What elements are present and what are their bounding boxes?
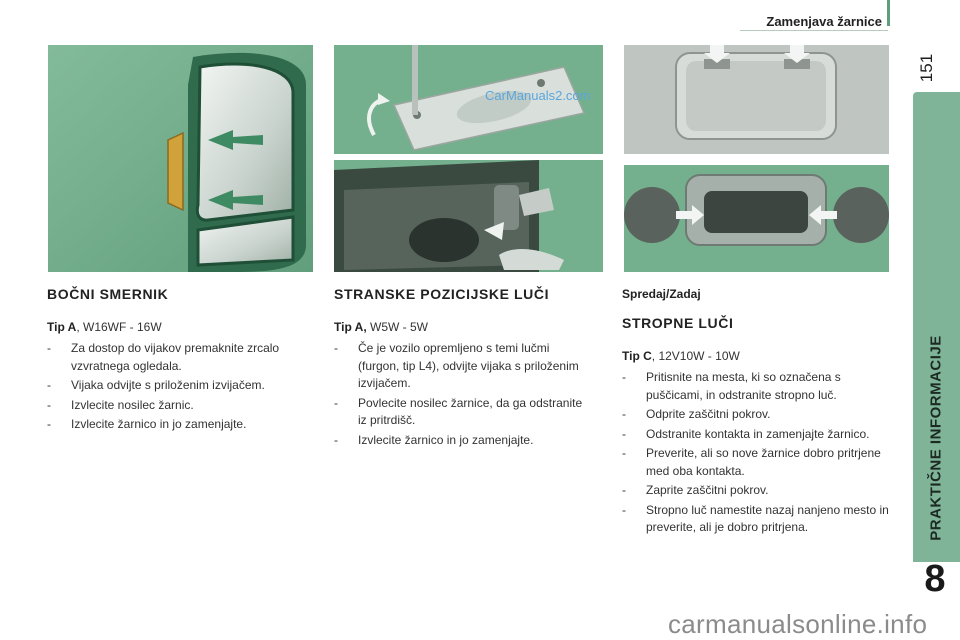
list-item: - Pritisnite na mesta, ki so označena s puščicami, in odstranite stropno luč. bbox=[622, 369, 892, 404]
list-item: - Izvlecite žarnico in jo zamenjajte. bbox=[334, 432, 589, 450]
header-divider bbox=[887, 0, 890, 26]
footer-watermark: carmanualsonline.info bbox=[668, 609, 928, 639]
list-item: - Odstranite kontakta in zamenjajte žarnico. bbox=[622, 426, 892, 444]
list-item: - Za dostop do vijakov premaknite zrcalo vzvratnega ogledala. bbox=[47, 340, 302, 375]
bulb-type-label: Tip A bbox=[47, 320, 77, 334]
ceiling-light-illustration bbox=[624, 45, 889, 154]
section-title: BOČNI SMERNIK bbox=[47, 286, 169, 302]
list-item: - Izvlecite nosilec žarnic. bbox=[47, 397, 302, 415]
steps-list bbox=[47, 340, 302, 434]
header-rule bbox=[740, 30, 888, 31]
list-item: - Povlecite nosilec žarnice, da ga odstranite iz pritrdišč. bbox=[334, 395, 589, 430]
page-number: 151 bbox=[917, 53, 936, 83]
section-side-indicator bbox=[47, 286, 302, 436]
bulb-type-label: Tip A, bbox=[334, 320, 367, 334]
list-item: - Zaprite zaščitni pokrov. bbox=[622, 482, 892, 500]
bulb-type-value: W5W - 5W bbox=[366, 320, 428, 334]
list-item: - Izvlecite žarnico in jo zamenjajte. bbox=[47, 416, 302, 434]
bulb-type-line bbox=[334, 320, 589, 334]
section-title: STRANSKE POZICIJSKE LUČI bbox=[334, 286, 550, 302]
list-item: - Stropno luč namestite nazaj nanjeno mesto in preverite, ali je dobro pritrjena. bbox=[622, 502, 892, 537]
list-item: - Če je vozilo opremljeno s temi lučmi (furgon, tip L4), odvijte vijaka s priloženim izvijačem. bbox=[334, 340, 589, 393]
steps-list bbox=[334, 340, 589, 449]
steps-list bbox=[622, 369, 892, 537]
list-item: - Preverite, ali so nove žarnice dobro pritrjene med oba kontakta. bbox=[622, 445, 892, 480]
chapter-tab-label: PRAKTIČNE INFORMACIJE bbox=[927, 335, 945, 541]
section-title: STROPNE LUČI bbox=[622, 315, 734, 331]
list-item: - Vijaka odvijte s priloženim izvijačem. bbox=[47, 377, 302, 395]
marker-bulb-illustration bbox=[334, 160, 603, 272]
bulb-type-label: Tip C bbox=[622, 349, 652, 363]
bulb-type-value: , W16WF - 16W bbox=[76, 320, 162, 334]
ceiling-light-removal-illustration bbox=[624, 165, 889, 272]
watermark-text: CarManuals2.com bbox=[485, 88, 591, 103]
list-item: - Odprite zaščitni pokrov. bbox=[622, 406, 892, 424]
chapter-number: 8 bbox=[924, 558, 946, 600]
bulb-type-line bbox=[47, 320, 302, 334]
section-ceiling-lights bbox=[622, 287, 892, 539]
page-header-title: Zamenjava žarnice bbox=[766, 14, 882, 29]
bulb-type-value: , 12V10W - 10W bbox=[651, 349, 740, 363]
mirror-illustration bbox=[48, 45, 313, 272]
section-sublabel: Spredaj/Zadaj bbox=[622, 287, 701, 301]
bulb-type-line bbox=[622, 349, 892, 363]
section-side-position-lights bbox=[334, 286, 589, 451]
